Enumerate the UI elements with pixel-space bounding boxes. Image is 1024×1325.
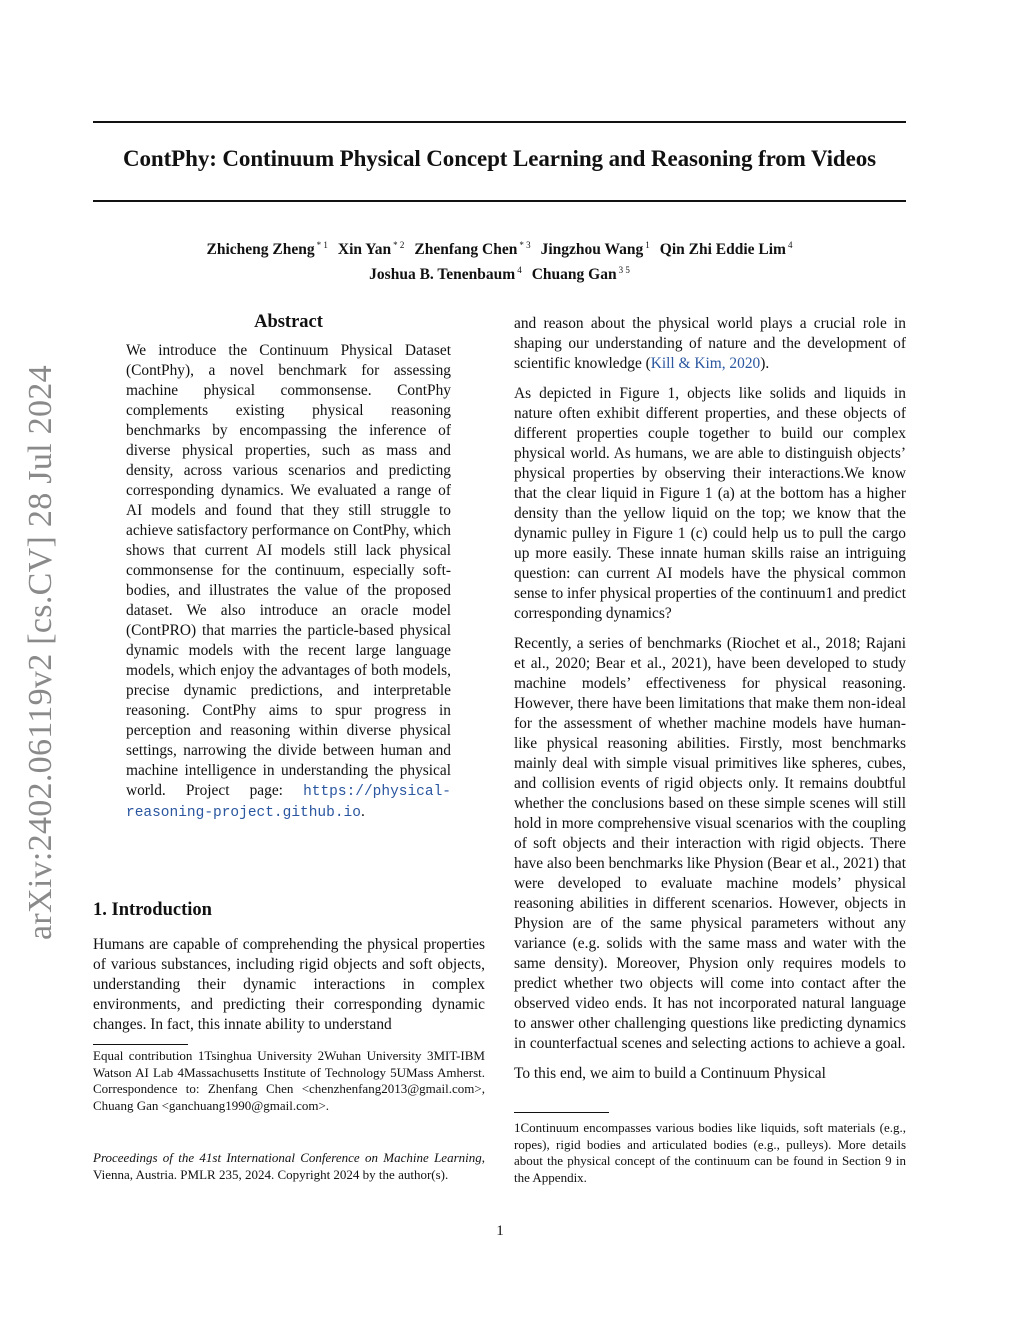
citation-link[interactable]: Kill & Kim, 2020 [650,355,761,372]
footnote-rule-right [514,1112,609,1113]
author-line-2 [93,260,906,285]
intro-paragraph: Humans are capable of comprehending the physical properties of various substances, including rigid objects and soft objects, understanding their dynamic interactions in complex environments, and predicting their corresponding dynamic changes. In fact, this innate ability to understand [93,936,485,1033]
author-list [93,235,906,285]
author-4 [660,241,793,258]
introduction-text [93,935,485,1045]
top-rule [93,121,906,123]
paragraph-1-text: and reason about the physical world plays a crucial role in shaping our understanding of nature and the development of scientific knowledge ( [514,315,906,372]
paragraph-1-end: ). [760,355,770,372]
author-affiliation-marker: 1 [645,240,650,250]
author-line-1 [93,235,906,260]
right-column-text [514,314,906,1094]
affiliations-footnote: Equal contribution 1Tsinghua University 2Wuhan University 3MIT-IBM Watson AI Lab 4Massachusetts Institute of Technology 5UMass Amherst. Correspondence to: Zhenfang Chen <chenzhenfang2013@gmail.com>, Chuang Gan <ganchuang1990@gmail.com>. [93,1048,485,1113]
author-name: Joshua B. Tenenbaum [369,266,516,284]
author-3 [541,241,650,258]
author-affiliation-marker: 4 [787,240,793,250]
proceedings-details: , Vienna, Austria. PMLR 235, 2024. Copyright 2024 by the author(s). [93,1150,485,1182]
author-affiliation-marker: * 2 [393,240,405,250]
continuum-footnote: 1Continuum encompasses various bodies like liquids, soft materials (e.g., ropes), rigid bodies and articulated bodies (e.g., pulleys). More details about the physical concept of the continuum can be found in Section 9 in the Appendix. [514,1120,906,1185]
author-affiliation-marker: * 1 [316,240,328,250]
author-0 [207,241,328,258]
section-heading-introduction: 1. Introduction [93,900,212,920]
abstract-text [126,341,451,823]
paragraph-3: Recently, a series of benchmarks (Riochet et al., 2018; Rajani et al., 2020; Bear et al., 2021), have been developed to study machine models’ effectiveness for physical reasoning. However, there have been limitations that make them non-ideal for the assessment of whether machine models have human-like physical reasoning abilities. Firstly, most benchmarks mainly deal with simple visual primitives like spheres, cubes, and collision events of rigid objects only. It remains doubtful whether the conclusions based on these simple scenes will still hold in more comprehensive visual scenarios with the coupling of soft objects and their interaction with rigid objects. There have also been benchmarks like Physion (Bear et al., 2021) that were developed to evaluate machine models’ physical reasoning abilities in different scenarios. However, objects in Physion are of the same physical parameters without any variance (e.g. solids with the same mass and water with the same density). Moreover, Physion only requires models to predict whether two objects will come into contact after the observed video ends. It has not incorporated natural language to answer other challenging questions like predicting dynamics in counterfactual scenes and selecting actions to achieve a goal. [514,635,906,1052]
author-1 [338,241,405,258]
proceedings-note [93,1150,485,1183]
footnote-rule-left [93,1044,188,1045]
author-name: Zhenfang Chen [414,241,518,259]
author-2 [414,241,530,258]
arxiv-stamp: arXiv:2402.06119v2 [cs.CV] 28 Jul 2024 [22,365,59,940]
paper-title: ContPhy: Continuum Physical Concept Learning and Reasoning from Videos [123,146,876,171]
author-2-0 [369,266,522,283]
paragraph-2: As depicted in Figure 1, objects like solids and liquids in nature often exhibit different properties, and these objects of different properties couple together to build our complex physical world. As humans, we are able to distinguish objects’ physical properties by observing their interactions.We know that the clear liquid in Figure 1 (a) at the bottom has a higher density than the yellow liquid on the top; we know that the dynamic pulley in Figure 1 (c) could help us to pull the cargo up more easily. These innate human skills raise an intriguing question: can current AI models have the physical common sense to infer physical properties of the continuum1 and predict corresponding dynamics? [514,385,906,622]
abstract-heading: Abstract [254,312,323,332]
author-name: Jingzhou Wang [540,241,644,259]
paragraph-1 [514,314,906,374]
author-affiliation-marker: * 3 [519,240,531,250]
proceedings-venue: Proceedings of the 41st International Conference on Machine Learning [93,1150,482,1165]
title-bottom-rule [93,200,906,202]
paragraph-4: To this end, we aim to build a Continuum Physical [514,1065,826,1082]
abstract-body: We introduce the Continuum Physical Dataset (ContPhy), a novel benchmark for assessing machine physical commonsense. ContPhy complements existing physical reasoning benchmarks by encompassing the inference of diverse physical properties, such as mass and density, across various scenarios and predicting corresponding dynamics. We evaluated a range of AI models and found that they still struggle to achieve satisfactory performance on ContPhy, which shows that current AI models still lack physical commonsense for the continuum, especially soft-bodies, and illustrates the value of the proposed dataset. We also introduce an oracle model (ContPRO) that marries the particle-based physical dynamic models with the recent large language models, which enjoy the advantages of both models, precise dynamic predictions, and interpretable reasoning. ContPhy aims to spur progress in perception and reasoning within diverse physical settings, narrowing the divide between human and machine intelligence in understanding the physical world. Project page: [126,342,451,799]
author-affiliation-marker: 3 5 [618,265,630,276]
author-affiliation-marker: 4 [517,265,522,276]
project-page-link[interactable]: https://physical-reasoning-project.github.io [126,784,451,821]
abstract-end: . [360,803,365,820]
author-name: Qin Zhi Eddie Lim [659,241,786,259]
author-name: Zhicheng Zheng [206,241,315,259]
author-2-1 [532,266,630,283]
author-name: Xin Yan [337,241,392,259]
page-number: 1 [496,1223,504,1239]
author-name: Chuang Gan [531,266,617,284]
abstract-section [126,312,451,823]
